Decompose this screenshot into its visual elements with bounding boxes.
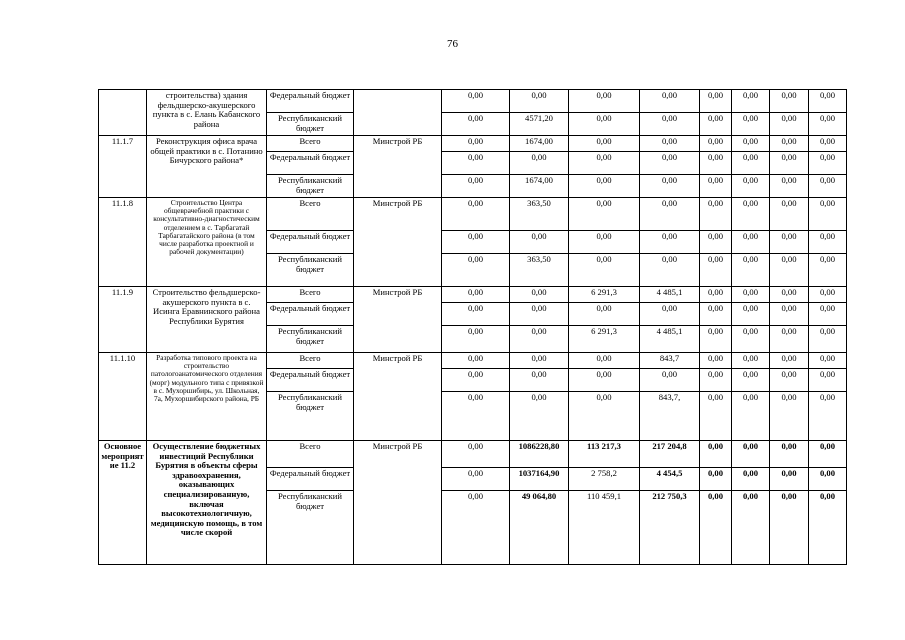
value-cell: 0,00 [809, 303, 847, 326]
value-cell: 0,00 [569, 303, 640, 326]
value-cell: 0,00 [700, 326, 732, 353]
funding-source: Федеральный бюджет [267, 369, 354, 392]
value-cell: 0,00 [700, 231, 732, 254]
value-cell: 0,00 [732, 175, 770, 198]
measure-code: 11.1.10 [99, 353, 147, 441]
value-cell: 49 064,80 [510, 491, 569, 565]
value-cell: 0,00 [732, 369, 770, 392]
value-cell: 0,00 [700, 175, 732, 198]
value-cell: 0,00 [569, 113, 640, 136]
value-cell: 0,00 [809, 175, 847, 198]
value-cell: 0,00 [809, 113, 847, 136]
value-cell: 4 485,1 [640, 287, 700, 303]
value-cell: 0,00 [640, 369, 700, 392]
value-cell: 0,00 [700, 392, 732, 441]
funding-source: Федеральный бюджет [267, 303, 354, 326]
funding-source: Всего [267, 136, 354, 152]
value-cell: 0,00 [770, 353, 809, 369]
value-cell: 1674,00 [510, 136, 569, 152]
value-cell: 0,00 [809, 90, 847, 113]
value-cell: 0,00 [732, 231, 770, 254]
value-cell: 0,00 [442, 441, 510, 468]
value-cell: 110 459,1 [569, 491, 640, 565]
measure-name: Строительство Центра общеврачебной практики с консультативно-диагностическим отделением в с. Тарбагатай Тарбагатайского района (в том числе разработка проектной и рабочей документации) [147, 198, 267, 287]
value-cell: 0,00 [770, 287, 809, 303]
funding-source: Федеральный бюджет [267, 152, 354, 175]
table-row [99, 136, 847, 152]
value-cell: 0,00 [442, 136, 510, 152]
value-cell: 0,00 [809, 441, 847, 468]
value-cell: 0,00 [732, 113, 770, 136]
funding-source: Республиканский бюджет [267, 254, 354, 287]
value-cell: 0,00 [700, 90, 732, 113]
value-cell: 0,00 [809, 326, 847, 353]
value-cell: 0,00 [640, 175, 700, 198]
executor [354, 90, 442, 136]
funding-source: Всего [267, 441, 354, 468]
funding-source: Республиканский бюджет [267, 392, 354, 441]
value-cell: 0,00 [442, 231, 510, 254]
value-cell: 0,00 [809, 353, 847, 369]
value-cell: 0,00 [569, 231, 640, 254]
value-cell: 0,00 [809, 369, 847, 392]
value-cell: 0,00 [700, 369, 732, 392]
value-cell: 0,00 [809, 392, 847, 441]
value-cell: 0,00 [770, 441, 809, 468]
measure-name-part: фельдшерско-акушерского пункта в с. Елань Кабанского района [152, 99, 261, 129]
funding-source: Федеральный бюджет [267, 468, 354, 491]
value-cell: 0,00 [732, 152, 770, 175]
value-cell: 0,00 [510, 90, 569, 113]
value-cell: 0,00 [732, 392, 770, 441]
value-cell: 0,00 [770, 369, 809, 392]
value-cell: 0,00 [569, 152, 640, 175]
value-cell: 1037164,90 [510, 468, 569, 491]
value-cell: 0,00 [510, 287, 569, 303]
value-cell: 0,00 [640, 136, 700, 152]
value-cell: 0,00 [732, 90, 770, 113]
value-cell: 212 750,3 [640, 491, 700, 565]
funding-source: Всего [267, 287, 354, 303]
value-cell: 0,00 [700, 491, 732, 565]
value-cell: 0,00 [770, 136, 809, 152]
value-cell: 0,00 [809, 468, 847, 491]
value-cell: 217 204,8 [640, 441, 700, 468]
value-cell: 4571,20 [510, 113, 569, 136]
executor: Минстрой РБ [354, 287, 442, 353]
value-cell: 0,00 [442, 468, 510, 491]
funding-source: Республиканский бюджет [267, 326, 354, 353]
value-cell: 0,00 [770, 254, 809, 287]
funding-source: Республиканский бюджет [267, 175, 354, 198]
value-cell: 0,00 [442, 254, 510, 287]
value-cell: 0,00 [700, 113, 732, 136]
table-row [99, 198, 847, 231]
value-cell: 0,00 [442, 198, 510, 231]
value-cell: 0,00 [442, 113, 510, 136]
value-cell: 0,00 [640, 113, 700, 136]
value-cell: 0,00 [732, 254, 770, 287]
value-cell: 0,00 [700, 441, 732, 468]
value-cell: 0,00 [510, 231, 569, 254]
value-cell: 0,00 [770, 468, 809, 491]
table-row [99, 90, 847, 113]
value-cell: 4 485,1 [640, 326, 700, 353]
value-cell: 0,00 [442, 152, 510, 175]
value-cell: 0,00 [442, 353, 510, 369]
value-cell: 0,00 [640, 254, 700, 287]
funding-source: Всего [267, 353, 354, 369]
measure-code: 11.1.8 [99, 198, 147, 287]
value-cell: 0,00 [569, 90, 640, 113]
value-cell: 0,00 [770, 175, 809, 198]
executor: Минстрой РБ [354, 136, 442, 198]
value-cell: 0,00 [809, 198, 847, 231]
value-cell: 0,00 [442, 326, 510, 353]
value-cell: 6 291,3 [569, 326, 640, 353]
value-cell: 0,00 [700, 468, 732, 491]
value-cell: 0,00 [770, 392, 809, 441]
value-cell: 0,00 [809, 491, 847, 565]
value-cell: 0,00 [510, 353, 569, 369]
value-cell: 113 217,3 [569, 441, 640, 468]
value-cell: 0,00 [442, 175, 510, 198]
value-cell: 843,7 [640, 353, 700, 369]
measure-code: 11.1.7 [99, 136, 147, 198]
value-cell: 0,00 [732, 468, 770, 491]
executor: Минстрой РБ [354, 441, 442, 565]
value-cell: 0,00 [510, 392, 569, 441]
measure-name: Реконструкция офиса врача общей практики в с. Потанино Бичурского района* [147, 136, 267, 198]
value-cell: 843,7, [640, 392, 700, 441]
value-cell: 0,00 [569, 198, 640, 231]
value-cell: 0,00 [770, 198, 809, 231]
value-cell: 0,00 [700, 254, 732, 287]
value-cell: 0,00 [809, 231, 847, 254]
measure-name: Осуществление бюджетных инвестиций Республики Бурятия в объекты сферы здравоохранения, оказывающих специализированную, включая высокотехнологичную, медицинскую помощь, в том числе скорой [147, 441, 267, 565]
value-cell: 0,00 [569, 175, 640, 198]
value-cell: 1674,00 [510, 175, 569, 198]
value-cell: 0,00 [732, 303, 770, 326]
measure-code [99, 90, 147, 136]
value-cell: 0,00 [809, 152, 847, 175]
funding-source: Республиканский бюджет [267, 491, 354, 565]
value-cell: 4 454,5 [640, 468, 700, 491]
value-cell: 6 291,3 [569, 287, 640, 303]
page-number: 76 [447, 38, 458, 50]
value-cell: 0,00 [442, 491, 510, 565]
value-cell: 1086228,80 [510, 441, 569, 468]
value-cell: 0,00 [770, 90, 809, 113]
funding-source: Всего [267, 198, 354, 231]
value-cell: 0,00 [732, 287, 770, 303]
value-cell: 0,00 [770, 326, 809, 353]
measure-name-part: строительства) здания [165, 90, 248, 100]
value-cell: 0,00 [640, 90, 700, 113]
value-cell: 0,00 [510, 303, 569, 326]
value-cell: 0,00 [640, 152, 700, 175]
value-cell: 0,00 [442, 287, 510, 303]
budget-table [98, 89, 847, 565]
value-cell: 2 758,2 [569, 468, 640, 491]
value-cell: 0,00 [770, 113, 809, 136]
table-row [99, 441, 847, 468]
value-cell: 0,00 [700, 303, 732, 326]
value-cell: 0,00 [700, 353, 732, 369]
value-cell: 0,00 [770, 231, 809, 254]
table-row [99, 287, 847, 303]
value-cell: 0,00 [569, 392, 640, 441]
value-cell: 0,00 [510, 152, 569, 175]
measure-code: Основное мероприятие 11.2 [99, 441, 147, 565]
funding-source: Республиканский бюджет [267, 113, 354, 136]
value-cell: 0,00 [770, 491, 809, 565]
value-cell: 0,00 [700, 136, 732, 152]
value-cell: 0,00 [732, 136, 770, 152]
value-cell: 363,50 [510, 198, 569, 231]
value-cell: 0,00 [569, 254, 640, 287]
value-cell: 0,00 [700, 198, 732, 231]
value-cell: 0,00 [732, 353, 770, 369]
measure-code: 11.1.9 [99, 287, 147, 353]
value-cell: 0,00 [809, 136, 847, 152]
measure-name: Строительство фельдшерско-акушерского пункта в с. Исинга Еравнинского района Республики Бурятия [147, 287, 267, 353]
value-cell: 0,00 [700, 152, 732, 175]
value-cell: 0,00 [569, 369, 640, 392]
measure-name [147, 90, 267, 136]
value-cell: 0,00 [700, 287, 732, 303]
executor: Минстрой РБ [354, 353, 442, 441]
value-cell: 363,50 [510, 254, 569, 287]
value-cell: 0,00 [770, 303, 809, 326]
value-cell: 0,00 [640, 303, 700, 326]
measure-name: Разработка типового проекта на строительство патологоанатомического отделения (морг) модульного типа с привязкой в с. Мухоршибирь, ул. Школьная, 7а, Мухоршибирского района, РБ [147, 353, 267, 441]
value-cell: 0,00 [732, 198, 770, 231]
table-row [99, 353, 847, 369]
value-cell: 0,00 [640, 231, 700, 254]
value-cell: 0,00 [732, 491, 770, 565]
value-cell: 0,00 [569, 353, 640, 369]
value-cell: 0,00 [510, 326, 569, 353]
value-cell: 0,00 [640, 198, 700, 231]
value-cell: 0,00 [732, 441, 770, 468]
value-cell: 0,00 [510, 369, 569, 392]
value-cell: 0,00 [809, 254, 847, 287]
value-cell: 0,00 [442, 90, 510, 113]
value-cell: 0,00 [809, 287, 847, 303]
value-cell: 0,00 [732, 326, 770, 353]
value-cell: 0,00 [569, 136, 640, 152]
executor: Минстрой РБ [354, 198, 442, 287]
value-cell: 0,00 [442, 369, 510, 392]
value-cell: 0,00 [442, 303, 510, 326]
value-cell: 0,00 [442, 392, 510, 441]
funding-source: Федеральный бюджет [267, 90, 354, 113]
value-cell: 0,00 [770, 152, 809, 175]
funding-source: Федеральный бюджет [267, 231, 354, 254]
